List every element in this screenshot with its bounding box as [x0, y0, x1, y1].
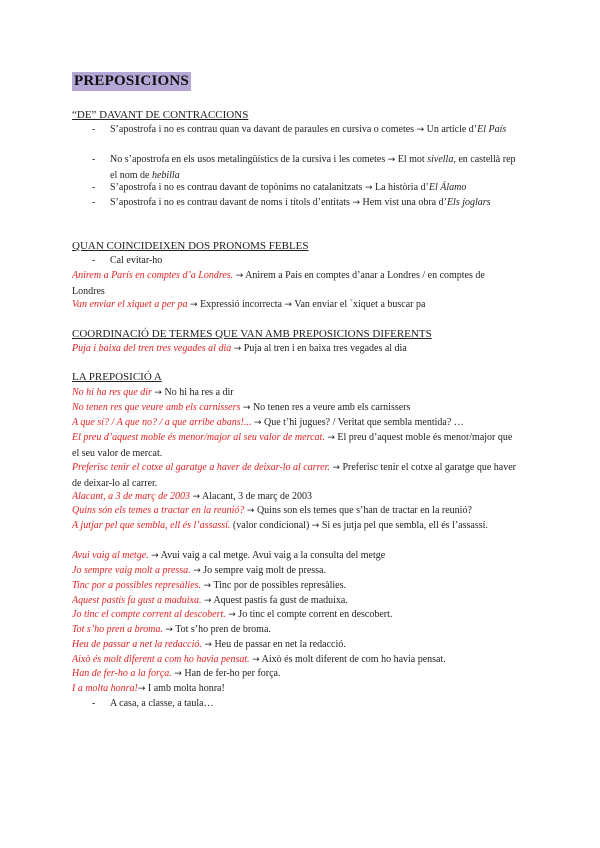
example-line: Han de fer-ho a la força. → Han de fer-ho per força.: [72, 668, 281, 679]
arrow-icon: →: [252, 655, 260, 665]
example-line: Tot s’ho pren a broma. → Tot s’ho pren de broma.: [72, 624, 271, 635]
arrow-icon: →: [327, 433, 335, 443]
arrow-icon: →: [174, 669, 182, 679]
example-line: I a molta honra!→ I amb molta honra!: [72, 683, 225, 694]
arrow-icon: →: [154, 388, 162, 398]
list-item: - S’apostrofa i no es contrau davant de noms i títols d’entitats → Hem vist una obra d’Els joglars: [92, 197, 491, 208]
example-line: No hi ha res que dir → No hi ha res a dir: [72, 387, 234, 398]
bullet-dash: -: [92, 182, 96, 193]
example-line: Tinc por a possibles represàlies. → Tinc por de possibles represàlies.: [72, 580, 347, 591]
list-item: - A casa, a classe, a taula…: [92, 698, 214, 709]
arrow-icon: →: [190, 300, 198, 310]
example-line: Heu de passar a net la redacció. → Heu de passar en net la redacció.: [72, 639, 346, 650]
bullet-dash: -: [92, 698, 96, 709]
arrow-icon: →: [137, 684, 146, 694]
arrow-icon: →: [364, 183, 373, 193]
section-heading-preposicio-a: LA PREPOSICIÓ A: [72, 371, 162, 383]
section-heading-pronoms: QUAN COINCIDEIXEN DOS PRONOMS FEBLES: [72, 240, 309, 252]
arrow-icon: →: [203, 581, 212, 591]
list-item: - No s’apostrofa en els usos metalingüístics de la cursiva i les cometes → El mot sivella, en castellà rep el nom de hebilla: [92, 154, 516, 181]
arrow-icon: →: [416, 125, 425, 135]
bullet-dash: -: [92, 197, 96, 208]
example-line: Van enviar el xiquet a per pa → Expressió incorrecta → Van enviar el `xiquet a buscar pa: [72, 299, 426, 310]
arrow-icon: →: [352, 198, 360, 208]
example-line: No tenen res que veure amb els carnissers → No tenen res a veure amb els carnissers: [72, 402, 411, 413]
example-line: Puja i baixa del tren tres vegades al dia → Puja al tren i en baixa tres vegades al dia: [72, 343, 407, 354]
list-item: - S’apostrofa i no es contrau davant de topònims no catalanitzats → La història d’El Álamo: [92, 182, 467, 193]
arrow-icon: →: [387, 155, 396, 165]
arrow-icon: →: [204, 640, 212, 650]
section-heading-de: “DE” DAVANT DE CONTRACCIONS: [72, 109, 249, 121]
example-line: Quins són els temes a tractar en la reunió? → Quins son els temes que s’han de tractar en la reunió?: [72, 505, 472, 516]
arrow-icon: →: [233, 344, 242, 354]
bullet-dash: -: [92, 124, 96, 135]
example-line: Aquest pastís fa gust a maduixa. → Aquest pastís fa gust de maduixa.: [72, 595, 348, 606]
example-line: El preu d’aquest moble és menor/major al seu valor de mercat. → El preu d’aquest moble és menor/major que el seu valor de mercat.: [72, 432, 513, 459]
arrow-icon: →: [246, 506, 255, 516]
bullet-dash: -: [92, 154, 96, 165]
example-line: A jutjar pel que sembla, ell és l’assassí. (valor condicional) → Si es jutja pel que sembla, ell és l’assassí.: [72, 520, 488, 531]
arrow-icon: →: [253, 418, 262, 428]
list-item: - Cal evitar-ho: [92, 255, 163, 266]
page-title: PREPOSICIONS: [74, 73, 189, 89]
list-item: - S’apostrofa i no es contrau quan va davant de paraules en cursiva o cometes → Un article d’El País: [92, 124, 507, 135]
example-line: Jo sempre vaig molt a pressa. → Jo sempre vaig molt de pressa.: [72, 565, 326, 576]
arrow-icon: →: [192, 492, 201, 502]
arrow-icon: →: [235, 271, 244, 281]
section-heading-coordinacio: COORDINACIÓ DE TERMES QUE VAN AMB PREPOSICIONS DIFERENTS: [72, 328, 432, 340]
example-line: Això és molt diferent a com ho havia pensat. → Això és molt diferent de com ho havia pensat.: [72, 654, 446, 665]
example-line: Avui vaig al metge. → Avui vaig a cal metge. Avui vaig a la consulta del metge: [72, 550, 386, 561]
arrow-icon: →: [332, 463, 340, 473]
arrow-icon: →: [284, 300, 293, 310]
arrow-icon: →: [228, 610, 236, 620]
example-line: Jo tinc el compte corrent al descobert. → Jo tinc el compte corrent en descobert.: [72, 609, 393, 620]
arrow-icon: →: [311, 521, 320, 531]
arrow-icon: →: [203, 596, 212, 606]
example-line: Alacant, a 3 de març de 2003 → Alacant, 3 de març de 2003: [72, 491, 312, 502]
arrow-icon: →: [242, 403, 251, 413]
arrow-icon: →: [165, 625, 173, 635]
example-line: Anirem a París en comptes d’a Londres. → Anirem a Pais en comptes d’anar a Londres / en comptes de Londres: [72, 270, 485, 297]
example-line: Preferisc tenir el cotxe al garatge a haver de deixar-lo al carrer. → Preferisc tenir el cotxe al garatge que haver de deixar-lo al carrer.: [72, 462, 516, 489]
arrow-icon: →: [193, 566, 201, 576]
bullet-dash: -: [92, 255, 96, 266]
example-line: A que sí? / A que no? / a que arribe abans!... → Que t’hi jugues? / Veritat que sembla mentida? …: [72, 417, 464, 428]
arrow-icon: →: [151, 551, 159, 561]
